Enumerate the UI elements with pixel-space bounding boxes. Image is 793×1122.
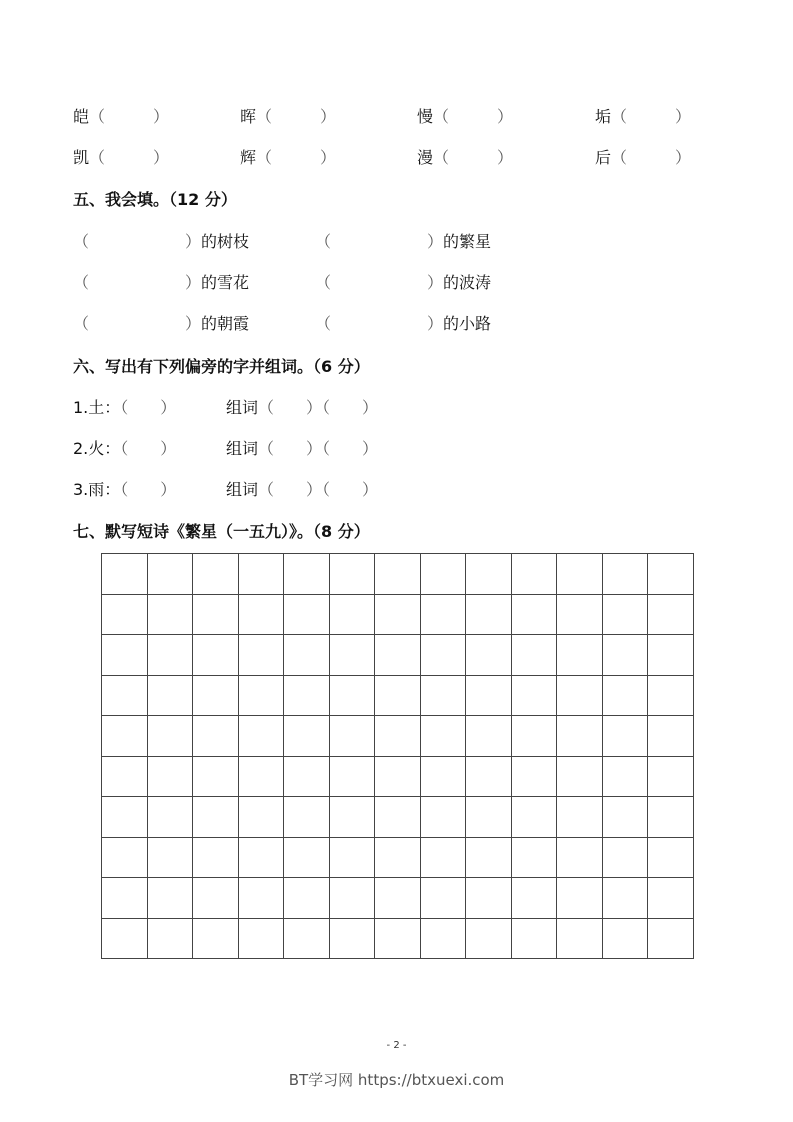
zuci-label: 组词 — [226, 439, 259, 458]
radical-row-2 — [0, 437, 793, 461]
grid-cell[interactable] — [420, 635, 466, 676]
grid-row — [102, 837, 694, 878]
answer-blank[interactable]: （ ） — [89, 107, 170, 126]
grid-cell[interactable] — [511, 756, 557, 797]
grid-cell[interactable] — [329, 797, 375, 838]
grid-cell[interactable] — [193, 837, 239, 878]
grid-cell[interactable] — [602, 878, 648, 919]
grid-cell[interactable] — [193, 797, 239, 838]
char-item — [240, 105, 336, 129]
grid-cell[interactable] — [648, 797, 694, 838]
grid-cell[interactable] — [238, 837, 284, 878]
answer-blank[interactable]: （ ） — [73, 232, 202, 251]
grid-cell[interactable] — [602, 594, 648, 635]
answer-blank[interactable]: （ ）（ ） — [258, 439, 379, 458]
grid-cell[interactable] — [466, 554, 512, 595]
grid-cell[interactable] — [420, 594, 466, 635]
grid-cell[interactable] — [557, 797, 603, 838]
answer-blank[interactable]: （ ） — [256, 107, 337, 126]
grid-cell[interactable] — [102, 635, 148, 676]
grid-cell[interactable] — [102, 878, 148, 919]
grid-cell[interactable] — [329, 756, 375, 797]
grid-cell[interactable] — [193, 554, 239, 595]
grid-cell[interactable] — [238, 554, 284, 595]
grid-cell[interactable] — [375, 635, 421, 676]
grid-cell[interactable] — [238, 594, 284, 635]
grid-cell[interactable] — [602, 554, 648, 595]
grid-cell[interactable] — [420, 716, 466, 757]
grid-cell[interactable] — [648, 837, 694, 878]
answer-blank[interactable]: （ ） — [315, 314, 444, 333]
phrase: 的小路 — [443, 314, 492, 333]
grid-cell[interactable] — [102, 756, 148, 797]
grid-cell[interactable] — [648, 554, 694, 595]
grid-cell[interactable] — [511, 635, 557, 676]
char-item — [595, 146, 691, 170]
zuci-label: 组词 — [226, 398, 259, 417]
grid-cell[interactable] — [557, 756, 603, 797]
char: 漫 — [417, 148, 434, 167]
footer-watermark: BT学习网 https://btxuexi.com — [288, 1071, 505, 1089]
answer-blank[interactable]: （ ） — [433, 148, 514, 167]
answer-blank[interactable]: （ ） — [433, 107, 514, 126]
grid-cell[interactable] — [648, 675, 694, 716]
grid-cell[interactable] — [284, 635, 330, 676]
grid-cell[interactable] — [420, 554, 466, 595]
grid-cell[interactable] — [375, 594, 421, 635]
grid-cell[interactable] — [511, 594, 557, 635]
grid-cell[interactable] — [375, 837, 421, 878]
grid-cell[interactable] — [147, 878, 193, 919]
zuci-label: 组词 — [226, 480, 259, 499]
phrase: 的繁星 — [443, 232, 492, 251]
grid-cell[interactable] — [511, 716, 557, 757]
grid-row — [102, 878, 694, 919]
radical-label: 2.火： — [73, 439, 121, 458]
grid-cell[interactable] — [511, 797, 557, 838]
grid-cell[interactable] — [329, 878, 375, 919]
grid-row — [102, 716, 694, 757]
grid-cell[interactable] — [147, 635, 193, 676]
answer-blank[interactable]: （ ） — [611, 148, 692, 167]
char: 皑 — [73, 107, 90, 126]
grid-cell[interactable] — [147, 675, 193, 716]
answer-blank[interactable]: （ ） — [120, 439, 177, 458]
grid-cell[interactable] — [238, 716, 284, 757]
grid-cell[interactable] — [648, 918, 694, 959]
grid-cell[interactable] — [375, 554, 421, 595]
grid-cell[interactable] — [466, 878, 512, 919]
grid-cell[interactable] — [102, 918, 148, 959]
grid-cell[interactable] — [375, 797, 421, 838]
grid-cell[interactable] — [193, 878, 239, 919]
grid-cell[interactable] — [238, 675, 284, 716]
grid-cell[interactable] — [648, 716, 694, 757]
grid-cell[interactable] — [147, 554, 193, 595]
grid-cell[interactable] — [602, 635, 648, 676]
char-item — [417, 146, 513, 170]
answer-blank[interactable]: （ ）（ ） — [258, 480, 379, 499]
grid-cell[interactable] — [329, 635, 375, 676]
answer-blank[interactable]: （ ） — [120, 480, 177, 499]
grid-cell[interactable] — [102, 594, 148, 635]
grid-cell[interactable] — [102, 797, 148, 838]
grid-cell[interactable] — [329, 594, 375, 635]
section-5-heading: 五、我会填。（12 分） — [73, 190, 237, 209]
grid-cell[interactable] — [329, 554, 375, 595]
grid-cell[interactable] — [329, 675, 375, 716]
grid-cell[interactable] — [238, 756, 284, 797]
grid-cell[interactable] — [557, 716, 603, 757]
grid-cell[interactable] — [511, 675, 557, 716]
grid-cell[interactable] — [466, 635, 512, 676]
answer-blank[interactable]: （ ）（ ） — [258, 398, 379, 417]
answer-blank[interactable]: （ ） — [315, 232, 444, 251]
grid-cell[interactable] — [466, 594, 512, 635]
grid-cell[interactable] — [329, 918, 375, 959]
grid-cell[interactable] — [420, 675, 466, 716]
char-item — [417, 105, 513, 129]
char-row-1 — [0, 105, 793, 129]
grid-cell[interactable] — [147, 837, 193, 878]
grid-cell[interactable] — [557, 918, 603, 959]
grid-cell[interactable] — [375, 918, 421, 959]
char: 慢 — [417, 107, 434, 126]
grid-cell[interactable] — [420, 797, 466, 838]
grid-cell[interactable] — [284, 716, 330, 757]
grid-cell[interactable] — [602, 837, 648, 878]
grid-cell[interactable] — [329, 716, 375, 757]
phrase: 的波涛 — [443, 273, 492, 292]
grid-cell[interactable] — [238, 635, 284, 676]
grid-cell[interactable] — [238, 918, 284, 959]
grid-cell[interactable] — [602, 756, 648, 797]
grid-cell[interactable] — [511, 837, 557, 878]
char-item — [595, 105, 691, 129]
char-item — [240, 146, 336, 170]
grid-cell[interactable] — [238, 797, 284, 838]
grid-cell[interactable] — [284, 675, 330, 716]
grid-cell[interactable] — [602, 918, 648, 959]
grid-cell[interactable] — [375, 756, 421, 797]
char-item — [73, 105, 169, 129]
grid-cell[interactable] — [284, 918, 330, 959]
grid-cell[interactable] — [193, 918, 239, 959]
grid-row — [102, 594, 694, 635]
grid-cell[interactable] — [648, 635, 694, 676]
grid-row — [102, 675, 694, 716]
answer-blank[interactable]: （ ） — [89, 148, 170, 167]
grid-cell[interactable] — [284, 594, 330, 635]
grid-cell[interactable] — [557, 878, 603, 919]
grid-cell[interactable] — [466, 837, 512, 878]
grid-cell[interactable] — [648, 594, 694, 635]
grid-cell[interactable] — [602, 797, 648, 838]
grid-cell[interactable] — [284, 756, 330, 797]
grid-cell[interactable] — [511, 878, 557, 919]
grid-cell[interactable] — [375, 675, 421, 716]
radical-label: 1.土： — [73, 398, 121, 417]
grid-cell[interactable] — [193, 675, 239, 716]
radical-row-3 — [0, 478, 793, 502]
char-row-2 — [0, 146, 793, 170]
char: 辉 — [240, 148, 257, 167]
grid-cell[interactable] — [466, 797, 512, 838]
fill-row-1 — [0, 230, 793, 254]
grid-row — [102, 554, 694, 595]
section-7-heading: 七、默写短诗《繁星（一五九）》。（8 分） — [73, 522, 370, 541]
grid-cell[interactable] — [466, 675, 512, 716]
grid-cell[interactable] — [284, 837, 330, 878]
section-6-heading: 六、写出有下列偏旁的字并组词。（6 分） — [73, 357, 370, 376]
fill-row-2 — [0, 271, 793, 295]
grid-cell[interactable] — [420, 837, 466, 878]
grid-cell[interactable] — [193, 756, 239, 797]
grid-cell[interactable] — [420, 878, 466, 919]
grid-cell[interactable] — [602, 675, 648, 716]
char: 垢 — [595, 107, 612, 126]
answer-blank[interactable]: （ ） — [73, 273, 202, 292]
answer-blank[interactable]: （ ） — [256, 148, 337, 167]
grid-cell[interactable] — [102, 716, 148, 757]
grid-cell[interactable] — [466, 756, 512, 797]
grid-cell[interactable] — [557, 675, 603, 716]
grid-cell[interactable] — [147, 756, 193, 797]
grid-cell[interactable] — [466, 918, 512, 959]
char: 凯 — [73, 148, 90, 167]
page-number: - 2 - — [386, 1040, 407, 1051]
answer-blank[interactable]: （ ） — [315, 273, 444, 292]
grid-row — [102, 756, 694, 797]
grid-cell[interactable] — [193, 716, 239, 757]
grid-cell[interactable] — [648, 878, 694, 919]
grid-cell[interactable] — [375, 716, 421, 757]
grid-cell[interactable] — [147, 594, 193, 635]
char: 后 — [595, 148, 612, 167]
grid-cell[interactable] — [329, 837, 375, 878]
grid-cell[interactable] — [466, 716, 512, 757]
radical-row-1 — [0, 396, 793, 420]
grid-cell[interactable] — [193, 635, 239, 676]
grid-cell[interactable] — [284, 554, 330, 595]
char: 晖 — [240, 107, 257, 126]
writing-grid[interactable] — [101, 553, 694, 959]
grid-cell[interactable] — [511, 918, 557, 959]
grid-cell[interactable] — [102, 837, 148, 878]
grid-cell[interactable] — [147, 716, 193, 757]
phrase: 的雪花 — [201, 273, 250, 292]
grid-cell[interactable] — [238, 878, 284, 919]
grid-cell[interactable] — [284, 878, 330, 919]
phrase: 的朝霞 — [201, 314, 250, 333]
grid-cell[interactable] — [557, 635, 603, 676]
grid-row — [102, 797, 694, 838]
grid-cell[interactable] — [648, 756, 694, 797]
grid-row — [102, 635, 694, 676]
radical-label: 3.雨： — [73, 480, 121, 499]
grid-row — [102, 918, 694, 959]
grid-cell[interactable] — [511, 554, 557, 595]
grid-cell[interactable] — [102, 675, 148, 716]
grid-cell[interactable] — [193, 594, 239, 635]
grid-cell[interactable] — [420, 756, 466, 797]
grid-cell[interactable] — [375, 878, 421, 919]
grid-cell[interactable] — [147, 797, 193, 838]
char-item — [73, 146, 169, 170]
grid-cell[interactable] — [557, 837, 603, 878]
fill-row-3 — [0, 312, 793, 336]
phrase: 的树枝 — [201, 232, 250, 251]
grid-cell[interactable] — [102, 554, 148, 595]
answer-blank[interactable]: （ ） — [120, 398, 177, 417]
grid-cell[interactable] — [420, 918, 466, 959]
grid-cell[interactable] — [147, 918, 193, 959]
answer-blank[interactable]: （ ） — [611, 107, 692, 126]
grid-cell[interactable] — [557, 594, 603, 635]
grid-cell[interactable] — [602, 716, 648, 757]
answer-blank[interactable]: （ ） — [73, 314, 202, 333]
grid-cell[interactable] — [284, 797, 330, 838]
grid-cell[interactable] — [557, 554, 603, 595]
